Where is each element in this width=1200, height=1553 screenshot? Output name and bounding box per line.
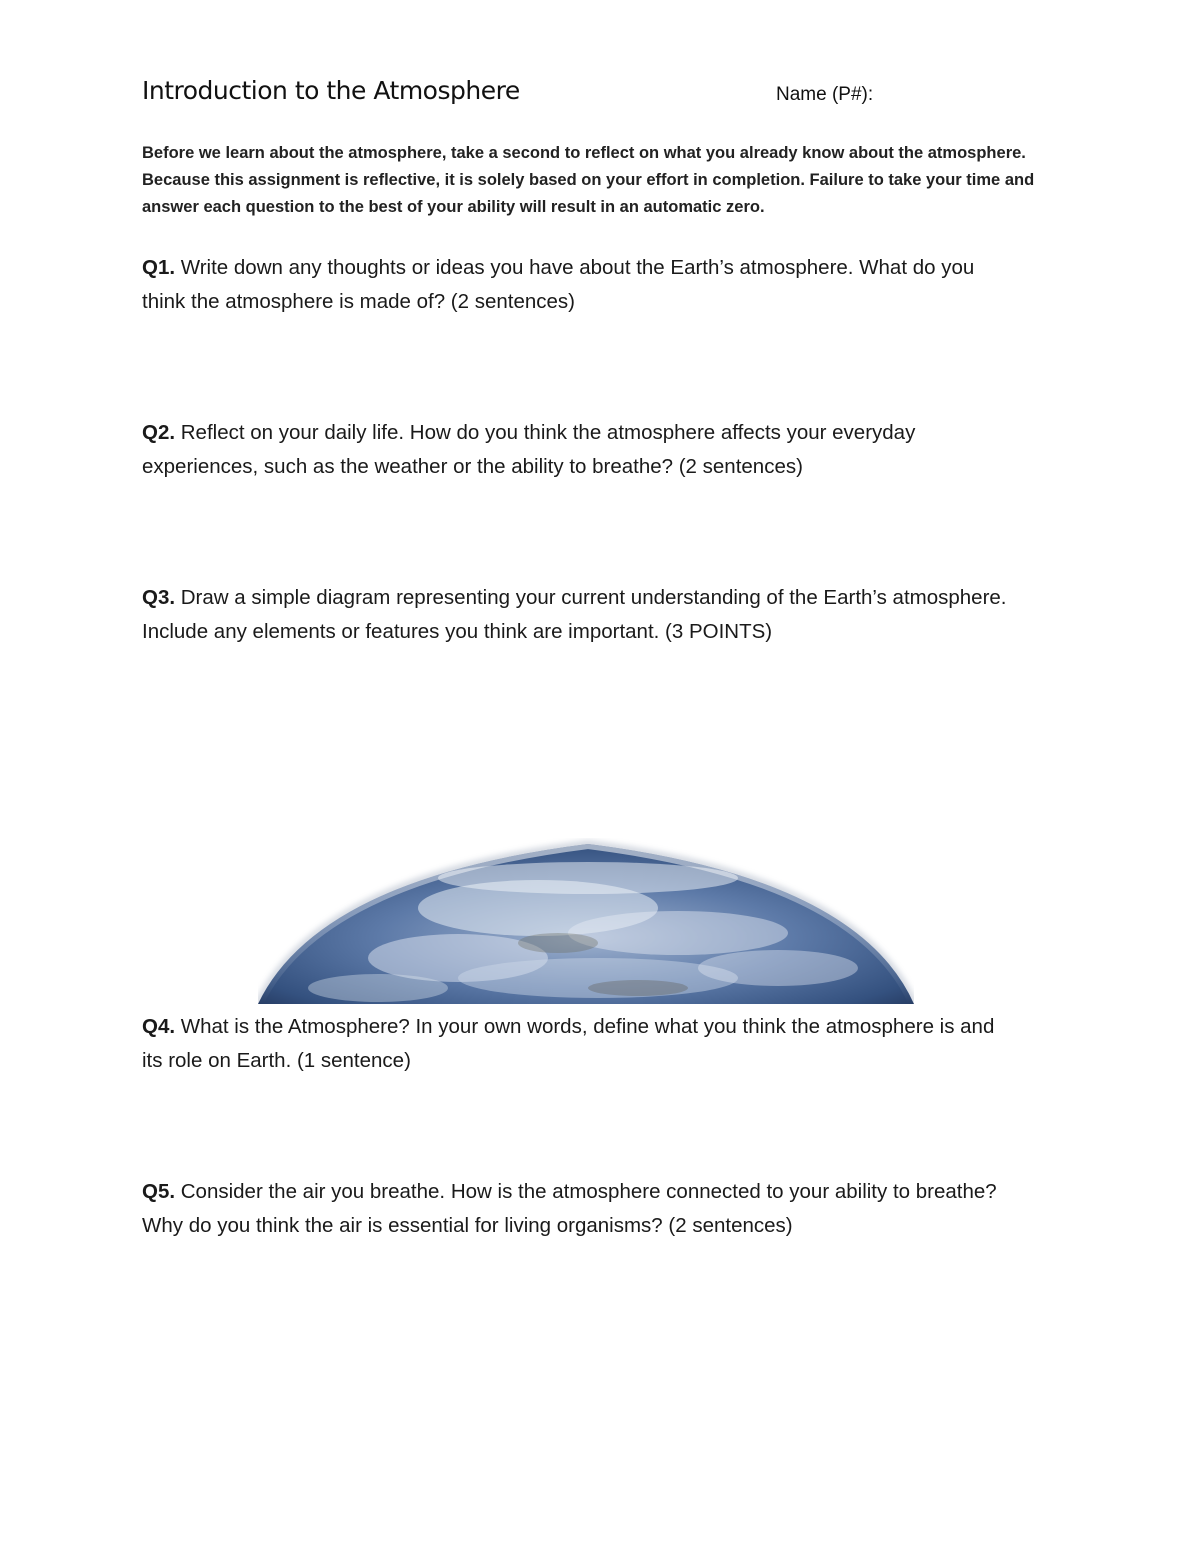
earth-image	[258, 838, 914, 1004]
question-3	[142, 581, 1072, 649]
question-text: Consider the air you breathe. How is the atmosphere connected to your ability to breathe?	[180, 1180, 997, 1203]
question-number: Q5.	[142, 1180, 176, 1203]
question-text: Reflect on your daily life. How do you think the atmosphere affects your everyday	[180, 421, 916, 444]
question-4	[142, 1010, 1072, 1078]
question-text: What is the Atmosphere? In your own words, define what you think the atmosphere is and	[180, 1015, 995, 1038]
instructions-paragraph	[142, 140, 1062, 221]
question-text: Write down any thoughts or ideas you have about the Earth’s atmosphere. What do you	[180, 256, 975, 279]
question-2	[142, 416, 1072, 484]
instructions-line: Before we learn about the atmosphere, take a second to reflect on what you already know about the atmosphere.	[142, 144, 1026, 162]
question-text: its role on Earth. (1 sentence)	[142, 1049, 411, 1072]
question-number: Q2.	[142, 421, 176, 444]
question-1	[142, 251, 1072, 319]
page-title: Introduction to the Atmosphere	[142, 76, 520, 105]
instructions-line: answer each question to the best of your ability will result in an automatic zero.	[142, 198, 765, 216]
instructions-line: Because this assignment is reflective, it is solely based on your effort in completion. Failure to take your time and	[142, 171, 1035, 189]
question-text: Draw a simple diagram representing your current understanding of the Earth’s atmosphere.	[180, 586, 1007, 609]
question-number: Q3.	[142, 586, 176, 609]
name-field-label: Name (P#):	[776, 84, 874, 105]
question-number: Q4.	[142, 1015, 176, 1038]
question-number: Q1.	[142, 256, 176, 279]
question-text: experiences, such as the weather or the ability to breathe? (2 sentences)	[142, 455, 803, 478]
question-text: Why do you think the air is essential for living organisms? (2 sentences)	[142, 1214, 793, 1237]
question-text: Include any elements or features you think are important. (3 POINTS)	[142, 620, 773, 643]
question-5	[142, 1175, 1072, 1243]
question-text: think the atmosphere is made of? (2 sentences)	[142, 290, 576, 313]
